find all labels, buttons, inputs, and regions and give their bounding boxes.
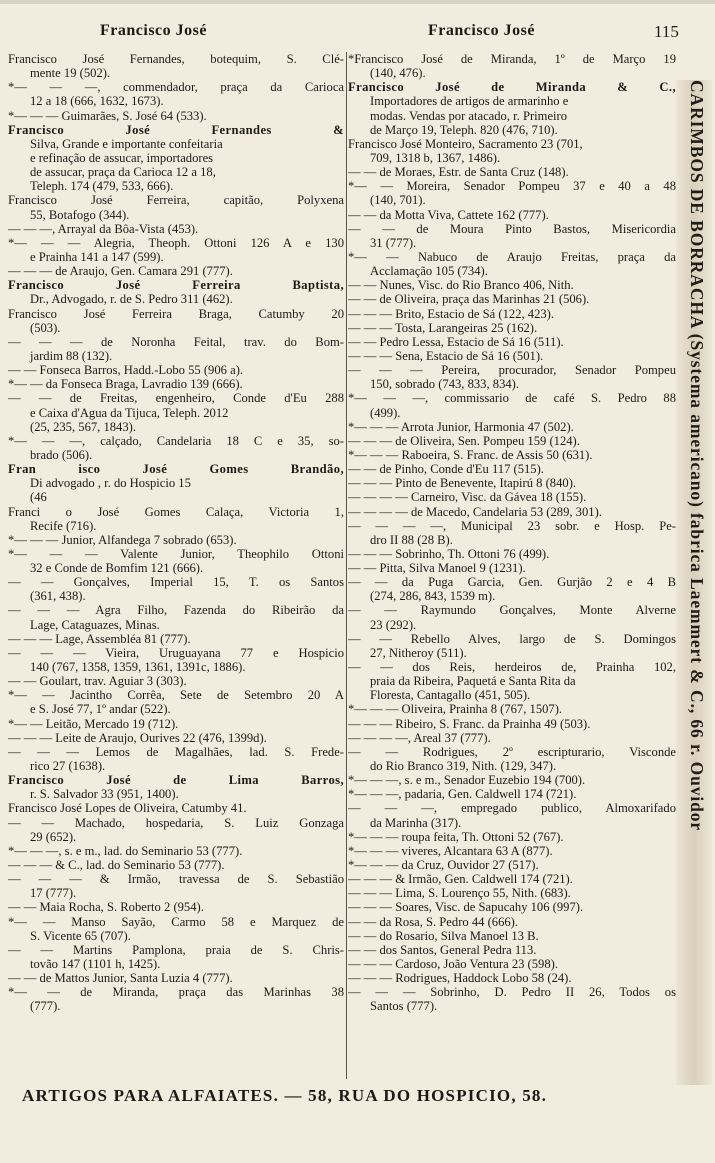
directory-line: 150, sobrado (743, 833, 834). xyxy=(370,377,520,392)
directory-line: — — — —, Municipal 23 sobr. e Hosp. Pe- xyxy=(348,518,676,533)
directory-line: — — — —, Areal 37 (777). xyxy=(348,730,491,745)
directory-line: *— — — da Cruz, Ouvidor 27 (517). xyxy=(348,858,539,873)
directory-line: *Francisco José de Miranda, 1º de Março 19 xyxy=(348,52,676,66)
directory-line: brado (506). xyxy=(30,447,93,462)
directory-line: — — da Motta Viva, Cattete 162 (777). xyxy=(348,207,549,222)
directory-line: (777). xyxy=(30,999,61,1014)
directory-line: *— — — viveres, Alcantara 63 A (877). xyxy=(348,843,553,858)
directory-line: — — — Lima, S. Lourenço 55, Nith. (683). xyxy=(348,886,571,901)
directory-line: 31 (777). xyxy=(370,235,417,250)
directory-line: — — — Pereira, procurador, Senador Pompeu xyxy=(348,363,676,378)
page-edge xyxy=(0,0,715,4)
directory-line: — — — Ribeiro, S. Franc. da Prainha 49 (503). xyxy=(348,716,591,731)
directory-line: Recife (716). xyxy=(30,518,97,533)
directory-line: *— — — Raboeira, S. Franc. de Assis 50 (631). xyxy=(348,447,593,462)
directory-line: *— — —, s. e m., Senador Euzebio 194 (700). xyxy=(348,773,586,788)
directory-line: — — — Tosta, Larangeiras 25 (162). xyxy=(348,320,538,335)
vertical-ad-text: CARIMBOS DE BORRACHA (Systema americano) fabrica Laemmert & C., 66 r. Ouvidor xyxy=(687,80,707,832)
directory-line: — — de Pinho, Conde d'Eu 117 (515). xyxy=(348,462,544,477)
directory-line: Teleph. 174 (479, 533, 666). xyxy=(30,179,174,194)
directory-line: de Março 19, Teleph. 820 (476, 710). xyxy=(370,122,558,137)
directory-line: Dr., Advogado, r. de S. Pedro 311 (462). xyxy=(30,292,233,307)
directory-line: — — dos Santos, General Pedra 113. xyxy=(348,942,537,957)
directory-line: — — — — Carneiro, Visc. da Gávea 18 (155). xyxy=(348,490,587,505)
directory-line: *— — —, commissario de café S. Pedro 88 xyxy=(348,391,676,406)
directory-line: Floresta, Cantagallo (451, 505). xyxy=(370,688,531,703)
directory-line: — — — — de Macedo, Candelaria 53 (289, 301). xyxy=(348,504,602,519)
directory-line: *— — — Junior, Alfandega 7 sobrado (653). xyxy=(8,532,237,547)
directory-line: *— — — Valente Junior, Theophilo Ottoni xyxy=(8,546,344,561)
directory-line: Francisco José Ferreira Braga, Catumby 20 xyxy=(8,306,344,321)
directory-line: Fran isco José Gomes Brandão, xyxy=(8,462,344,477)
directory-line: — — dos Reis, herdeiros de, Prainha 102, xyxy=(348,660,676,675)
directory-line: — — — Sobrinho, D. Pedro II 26, Todos os xyxy=(348,985,676,1000)
directory-line: — — de Mattos Junior, Santa Luzia 4 (777). xyxy=(8,971,233,986)
directory-line: — — — de Noronha Feital, trav. do Bom- xyxy=(8,334,344,349)
directory-line: — — Raymundo Gonçalves, Monte Alverne xyxy=(348,603,676,618)
directory-line: Francisco José Fernandes & xyxy=(8,122,344,137)
directory-line: — — — Leite de Araujo, Ourives 22 (476, 1399d). xyxy=(8,730,267,745)
directory-line: e Prainha 141 a 147 (599). xyxy=(30,249,164,264)
directory-line: *— — Leitão, Mercado 19 (712). xyxy=(8,716,179,731)
directory-line: — — — & C., lad. do Seminario 53 (777). xyxy=(8,858,225,873)
directory-line: 29 (652). xyxy=(30,829,77,844)
directory-line: — — Pitta, Silva Manoel 9 (1231). xyxy=(348,561,526,576)
directory-line: — — —, Arrayal da Bôa-Vista (453). xyxy=(8,221,199,236)
directory-line: — — Rodrigues, 2º escripturario, Visconde xyxy=(348,744,676,759)
directory-line: 55, Botafogo (344). xyxy=(30,207,130,222)
directory-line: — — Fonseca Barros, Hadd.-Lobo 55 (906 a). xyxy=(8,363,244,378)
directory-line: — — Martins Pamplona, praia de S. Chris- xyxy=(8,942,344,957)
directory-line: — — — Pinto de Benevente, Itapirú 8 (840). xyxy=(348,476,577,491)
directory-line: Francisco José Lopes de Oliveira, Catumby 41. xyxy=(8,801,247,816)
directory-line: da Marinha (317). xyxy=(370,815,462,830)
directory-line: *— — da Fonseca Braga, Lavradio 139 (666). xyxy=(8,377,243,392)
directory-line: *— — — roupa feita, Th. Ottoni 52 (767). xyxy=(348,829,564,844)
directory-line: (140, 701). xyxy=(370,193,426,208)
directory-line: *— — Moreira, Senador Pompeu 37 e 40 a 48 xyxy=(348,179,676,194)
directory-line: — — — Sena, Estacio de Sá 16 (501). xyxy=(348,348,544,363)
directory-line: Francisco José Ferreira Baptista, xyxy=(8,278,344,293)
right-column xyxy=(348,52,676,1014)
directory-line: 12 a 18 (666, 1632, 1673). xyxy=(30,94,164,109)
directory-line: 32 e Conde de Bomfim 121 (666). xyxy=(30,561,204,576)
directory-line: e Caixa d'Agua da Tijuca, Teleph. 2012 xyxy=(30,405,229,420)
directory-line: — — Rebello Alves, largo de S. Domingos xyxy=(348,631,676,646)
directory-line: Francisco José Ferreira, capitão, Polyxena xyxy=(8,193,344,208)
directory-line: 709, 1318 b, 1367, 1486). xyxy=(370,150,501,165)
directory-line: Francisco José de Miranda & C., xyxy=(348,80,676,95)
directory-line: Francisco José Monteiro, Sacramento 23 (701, xyxy=(348,136,583,151)
directory-line: *— — — Alegria, Theoph. Ottoni 126 A e 130 xyxy=(8,235,344,250)
directory-line: — — — de Oliveira, Sen. Pompeu 159 (124). xyxy=(348,433,580,448)
directory-line: Franci o José Gomes Calaça, Victoria 1, xyxy=(8,504,344,519)
directory-line: — — Goulart, trav. Aguiar 3 (303). xyxy=(8,674,187,689)
directory-line: modas. Vendas por atacado, r. Primeiro xyxy=(370,108,568,123)
directory-line: — — de Freitas, engenheiro, Conde d'Eu 288 xyxy=(8,391,344,406)
column-divider xyxy=(346,52,347,1079)
directory-line: (503). xyxy=(30,320,61,335)
directory-line: e S. José 77, 1º andar (522). xyxy=(30,702,171,717)
directory-line: *— — — Arrota Junior, Harmonia 47 (502). xyxy=(348,419,574,434)
directory-line: *— — — Guimarães, S. José 64 (533). xyxy=(8,108,207,123)
directory-line: praia da Ribeira, Paquetá e Santa Rita da xyxy=(370,674,576,689)
directory-line: (499). xyxy=(370,405,401,420)
directory-line: — — da Puga Garcia, Gen. Gurjão 2 e 4 B xyxy=(348,575,676,590)
directory-line: *— — —, commendador, praça da Carioca xyxy=(8,80,344,95)
directory-line: mente 19 (502). xyxy=(30,66,111,81)
directory-line: *— — Nabuco de Araujo Freitas, praça da xyxy=(348,249,676,264)
directory-line: rico 27 (1638). xyxy=(30,759,106,774)
directory-line: — — — Sobrinho, Th. Ottoni 76 (499). xyxy=(348,546,550,561)
directory-line: — — — Agra Filho, Fazenda do Ribeirão da xyxy=(8,603,344,618)
directory-line: — — — Lemos de Magalhães, lad. S. Frede- xyxy=(8,744,344,759)
directory-line: S. Vicente 65 (707). xyxy=(30,928,131,943)
directory-line: *— — —, s. e m., lad. do Seminario 53 (777). xyxy=(8,843,243,858)
directory-line: — — — Rodrigues, Haddock Lobo 58 (24). xyxy=(348,971,572,986)
running-head-left: Francisco José xyxy=(100,22,207,39)
directory-line: Di advogado , r. do Hospicio 15 xyxy=(30,476,191,491)
directory-line: *— — de Miranda, praça das Marinhas 38 xyxy=(8,985,344,1000)
directory-line: — — de Moraes, Estr. de Santa Cruz (148). xyxy=(348,165,569,180)
directory-line: de assucar, praça da Carioca 12 a 18, xyxy=(30,165,216,180)
directory-line: (274, 286, 843, 1539 m). xyxy=(370,589,496,604)
directory-line: (361, 438). xyxy=(30,589,86,604)
directory-line: — — — Vieira, Uruguayana 77 e Hospicio xyxy=(8,645,344,660)
directory-line: — — Gonçalves, Imperial 15, T. os Santos xyxy=(8,575,344,590)
directory-line: *— — —, padaria, Gen. Caldwell 174 (721). xyxy=(348,787,577,802)
directory-line: — — Maia Rocha, S. Roberto 2 (954). xyxy=(8,900,204,915)
directory-line: Francisco José de Lima Barros, xyxy=(8,773,344,788)
directory-line: — — de Oliveira, praça das Marinhas 21 (506). xyxy=(348,292,590,307)
directory-line: Francisco José Fernandes, botequim, S. Clé- xyxy=(8,52,344,66)
directory-line: — — da Rosa, S. Pedro 44 (666). xyxy=(348,914,519,929)
directory-line: (25, 235, 567, 1843). xyxy=(30,419,136,434)
running-head-right: Francisco José xyxy=(428,22,535,39)
directory-line: 27, Nitheroy (511). xyxy=(370,645,467,660)
directory-line: *— — — Oliveira, Prainha 8 (767, 1507). xyxy=(348,702,563,717)
directory-line: Importadores de artigos de armarinho e xyxy=(370,94,569,109)
directory-line: — — — Cardoso, João Ventura 23 (598). xyxy=(348,957,558,971)
directory-line: — — — Brito, Estacio de Sá (122, 423). xyxy=(348,306,555,321)
directory-line: — — — & Irmão, travessa de S. Sebastião xyxy=(8,872,344,887)
directory-line: (140, 476). xyxy=(370,66,426,81)
directory-line: r. S. Salvador 33 (951, 1400). xyxy=(30,787,179,802)
directory-line: e refinação de assucar, importadores xyxy=(30,150,214,165)
directory-line: Acclamação 105 (734). xyxy=(370,264,488,279)
directory-line: — — de Moura Pinto Bastos, Misericordia xyxy=(348,221,676,236)
page-number: 115 xyxy=(654,22,679,41)
directory-line: — — — de Araujo, Gen. Camara 291 (777). xyxy=(8,264,233,279)
directory-line: *— — Jacintho Corrêa, Sete de Setembro 20 A xyxy=(8,688,344,703)
directory-line: *— — —, calçado, Candelaria 18 C e 35, so- xyxy=(8,433,344,448)
directory-line: — — — & Irmão, Gen. Caldwell 174 (721). xyxy=(348,872,573,887)
directory-line: — — Nunes, Visc. do Rio Branco 406, Nith. xyxy=(348,278,574,293)
directory-line: tovão 147 (1101 h, 1425). xyxy=(30,957,161,971)
directory-line: 140 (767, 1358, 1359, 1361, 1391c, 1886). xyxy=(30,660,246,675)
directory-line: jardim 88 (132). xyxy=(30,348,113,363)
directory-line: — — do Rosario, Silva Manoel 13 B. xyxy=(348,928,539,943)
directory-line: — — — Lage, Assembléa 81 (777). xyxy=(8,631,191,646)
footer-advertisement: ARTIGOS PARA ALFAIATES. — 58, RUA DO HOSPICIO, 58. xyxy=(22,1086,548,1105)
directory-line: — — Machado, hospedaria, S. Luiz Gonzaga xyxy=(8,815,344,830)
directory-line: — — —, empregado publico, Almoxarifado xyxy=(348,801,676,816)
directory-line: Santos (777). xyxy=(370,999,438,1014)
directory-line: do Rio Branco 319, Nith. (129, 347). xyxy=(370,759,557,774)
directory-line: 17 (777). xyxy=(30,886,77,901)
directory-line: Lage, Cataguazes, Minas. xyxy=(30,617,160,632)
directory-line: dro II 88 (28 B). xyxy=(370,532,453,547)
directory-line: 23 (292). xyxy=(370,617,417,632)
directory-line: (46 xyxy=(30,490,47,505)
left-column xyxy=(8,52,344,1014)
directory-line: — — — Soares, Visc. de Sapucahy 106 (997). xyxy=(348,900,584,915)
directory-line: — — Pedro Lessa, Estacio de Sá 16 (511). xyxy=(348,334,564,349)
vertical-advertisement xyxy=(676,80,712,1085)
directory-line: *— — Manso Sayão, Carmo 58 e Marquez de xyxy=(8,914,344,929)
directory-line: Silva, Grande e importante confeitaria xyxy=(30,136,223,151)
